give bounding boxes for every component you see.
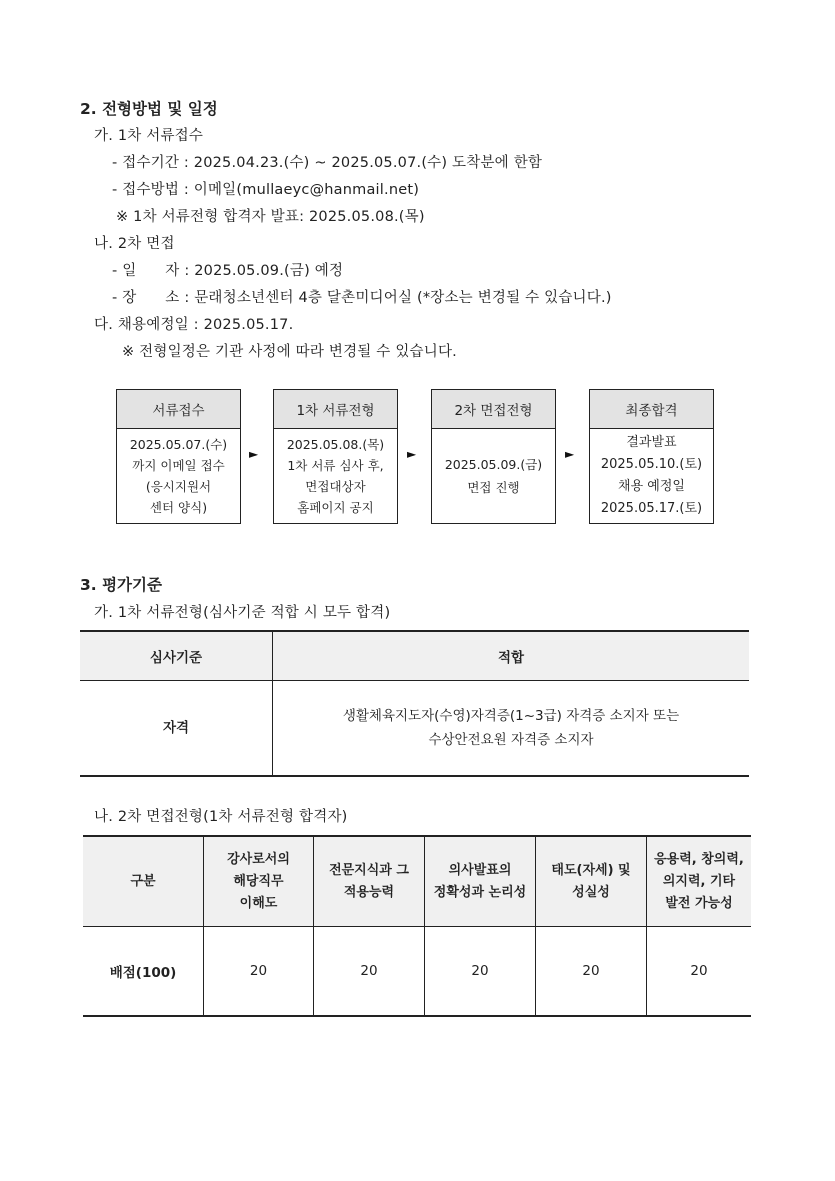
- qualification-line: 수상안전요원 자격증 소지자: [428, 732, 594, 748]
- table-header-cell: [83, 836, 204, 927]
- flow-step-2-line: 면접대상자: [305, 479, 366, 494]
- header-line: 발전 가능성: [665, 895, 733, 911]
- section-2c-title: 다. 채용예정일 : 2025.05.17.: [94, 317, 294, 333]
- qualification-cell: [273, 681, 750, 777]
- section-3a-title: 가. 1차 서류전형(심사기준 적합 시 모두 합격): [94, 605, 391, 621]
- flow-arrow-icon: ►: [249, 447, 259, 461]
- first-result-note: ※ 1차 서류전형 합격자 발표: 2025.05.08.(목): [116, 209, 425, 225]
- section-2b-title: 나. 2차 면접: [94, 236, 175, 252]
- header-line: 태도(자세) 및: [551, 862, 631, 878]
- header-line: 정확성과 논리성: [433, 884, 527, 900]
- header-line: 구분: [130, 873, 156, 889]
- flow-step-2: [273, 389, 398, 524]
- section-3b-title: 나. 2차 면접전형(1차 서류전형 합격자): [94, 809, 348, 825]
- table-header-cell: 심사기준: [80, 631, 273, 681]
- flow-step-4-line: 결과발표: [626, 435, 677, 450]
- table-header-cell: 적합: [273, 631, 750, 681]
- flow-step-1-title: 서류접수: [117, 390, 240, 429]
- section-3-heading: 3. 평가기준: [80, 576, 162, 594]
- header-line: 강사로서의: [227, 851, 290, 867]
- flow-step-2-line: 2025.05.08.(목): [286, 437, 385, 452]
- flow-step-1-line: 센터 양식): [149, 500, 208, 515]
- score-cell: 20: [314, 927, 425, 1017]
- flow-step-1-line: 까지 이메일 접수: [132, 458, 225, 473]
- flow-step-4: [589, 389, 714, 524]
- table-row-label: 배점(100): [83, 927, 204, 1017]
- flow-step-4-title: 최종합격: [590, 390, 713, 429]
- document-screening-table: [80, 630, 749, 777]
- header-line: 해당직무: [233, 873, 284, 889]
- header-line: 의지력, 기타: [662, 873, 736, 889]
- interview-place: - 장 소 : 문래청소년센터 4층 달촌미디어실 (*장소는 변경될 수 있습니다.): [112, 290, 612, 306]
- section-2a-title: 가. 1차 서류접수: [94, 128, 204, 144]
- header-line: 이해도: [239, 895, 278, 911]
- flow-step-4-line: 2025.05.10.(토): [600, 457, 703, 472]
- header-line: 의사발표의: [448, 862, 512, 878]
- header-line: 적용능력: [343, 884, 395, 900]
- flow-step-4-line: 2025.05.17.(토): [600, 501, 703, 516]
- application-method: - 접수방법 : 이메일(mullaeyc@hanmail.net): [112, 182, 420, 198]
- flow-step-3-line: 2025.05.09.(금): [444, 457, 543, 472]
- table-header-cell: [647, 836, 752, 927]
- flow-step-2-line: 홈페이지 공지: [297, 500, 374, 515]
- flow-step-3: [431, 389, 556, 524]
- application-period: - 접수기간 : 2025.04.23.(수) ~ 2025.05.07.(수) 도착분에 한함: [112, 155, 543, 171]
- table-header-cell: [314, 836, 425, 927]
- table-header-cell: [204, 836, 314, 927]
- score-cell: 20: [425, 927, 536, 1017]
- qualification-line: 생활체육지도자(수영)자격증(1~3급) 자격증 소지자 또는: [342, 708, 680, 724]
- section-2-heading: 2. 전형방법 및 일정: [80, 100, 218, 118]
- flow-step-3-line: 면접 진행: [467, 480, 520, 495]
- score-cell: 20: [647, 927, 752, 1017]
- flow-step-1-line: 2025.05.07.(수): [129, 437, 228, 452]
- score-cell: 20: [204, 927, 314, 1017]
- schedule-change-note: ※ 전형일정은 기관 사정에 따라 변경될 수 있습니다.: [122, 344, 457, 360]
- flow-step-2-title: 1차 서류전형: [274, 390, 397, 429]
- table-header-cell: [536, 836, 647, 927]
- flow-arrow-icon: ►: [407, 447, 417, 461]
- flow-step-1: [116, 389, 241, 524]
- interview-date: - 일 자 : 2025.05.09.(금) 예정: [112, 263, 344, 279]
- flow-step-2-line: 1차 서류 심사 후,: [287, 458, 384, 473]
- header-line: 전문지식과 그: [329, 862, 409, 878]
- flow-arrow-icon: ►: [565, 447, 575, 461]
- header-line: 성실성: [572, 884, 610, 900]
- header-line: 응용력, 창의력,: [654, 851, 744, 867]
- table-header-cell: [425, 836, 536, 927]
- score-cell: 20: [536, 927, 647, 1017]
- table-row-label: 자격: [80, 681, 273, 777]
- flow-step-4-line: 채용 예정일: [618, 479, 685, 494]
- flow-step-1-line: (응시지원서: [145, 479, 212, 494]
- interview-scoring-table: [83, 835, 751, 1017]
- flow-step-3-title: 2차 면접전형: [432, 390, 555, 429]
